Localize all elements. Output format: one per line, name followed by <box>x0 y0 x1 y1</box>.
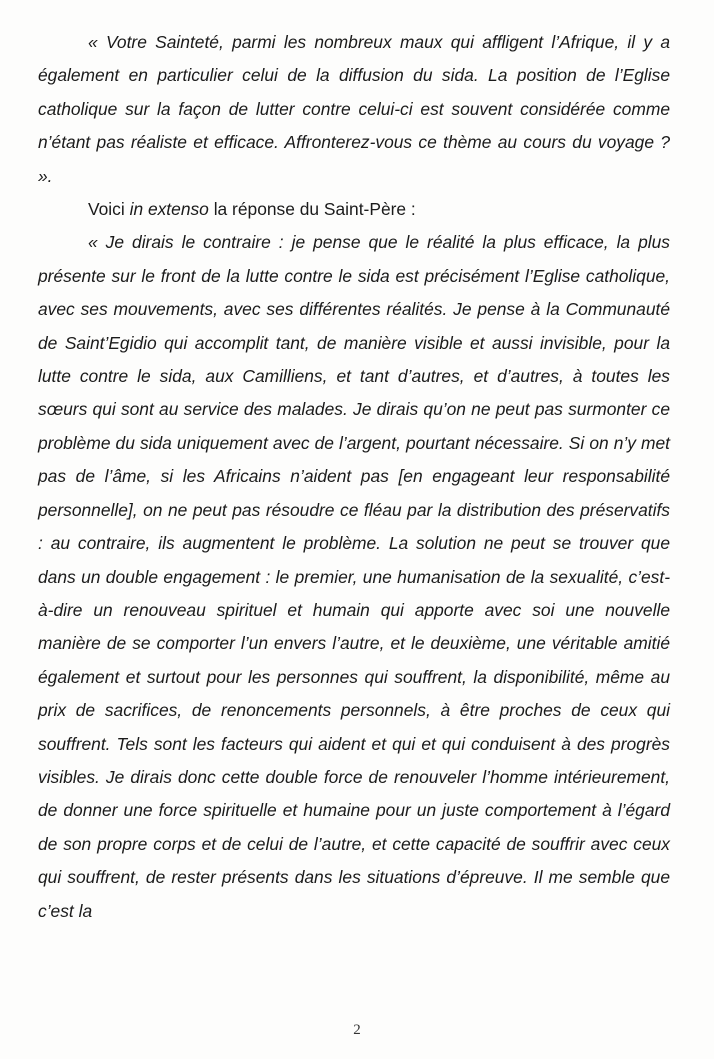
intro-text-before: Voici <box>88 199 130 220</box>
page-number: 2 <box>353 1022 361 1038</box>
answer-paragraph: « Je dirais le contraire : je pense que le réalité la plus efficace, la plus présente sur le front de la lutte contre le sida est précisément l’Eglise catholique, avec ses mouvements, avec ses différentes réalités. Je pense à la Communauté de Saint’Egidio qui accomplit tant, de manière visible et aussi invisible, pour la lutte contre le sida, aux Camilliens, et tant d’autres, et d’autres, à toutes les sœurs qui sont au service des malades. Je dirais qu’on ne peut pas surmonter ce problème du sida uniquement avec de l’argent, pourtant nécessaire. Si on n’y met pas de l’âme, si les Africains n’aident pas [en engageant leur responsabilité personnelle], on ne peut pas résoudre ce fléau par la distribution des préservatifs : au contraire, ils augmentent le problème. La solution ne peut se trouver que dans un double engagement : le premier, une humanisation de la sexualité, c’est-à-dire un renouveau spirituel et humain qui apporte avec soi une nouvelle manière de se comporter l’un envers l’autre, et le deuxième, une véritable amitié également et surtout pour les personnes qui souffrent, la disponibilité, même au prix de sacrifices, de renoncements personnels, à être proches de ceux qui souffrent. Tels sont les facteurs qui aident et qui et qui conduisent à des progrès visibles. Je dirais donc cette double force de renouveler l’homme intérieurement, de donner une force spirituelle et humaine pour un juste comportement à l’égard de son propre corps et de celui de l’autre, et cette capacité de souffrir avec ceux qui souffrent, de rester présents dans les situations d’épreuve. Il me semble que c’est la <box>38 232 670 921</box>
question-paragraph: « Votre Sainteté, parmi les nombreux maux qui affligent l’Afrique, il y a également en particulier celui de la diffusion du sida. La position de l’Eglise catholique sur la façon de lutter contre celui-ci est souvent considérée comme n’étant pas réaliste et efficace. Affronterez-vous ce thème au cours du voyage ? ». <box>38 32 670 186</box>
intro-text-after: la réponse du Saint-Père : <box>208 199 416 220</box>
intro-text-italic: in extenso <box>129 199 209 220</box>
document-body <box>38 26 670 928</box>
intro-paragraph <box>38 193 670 226</box>
